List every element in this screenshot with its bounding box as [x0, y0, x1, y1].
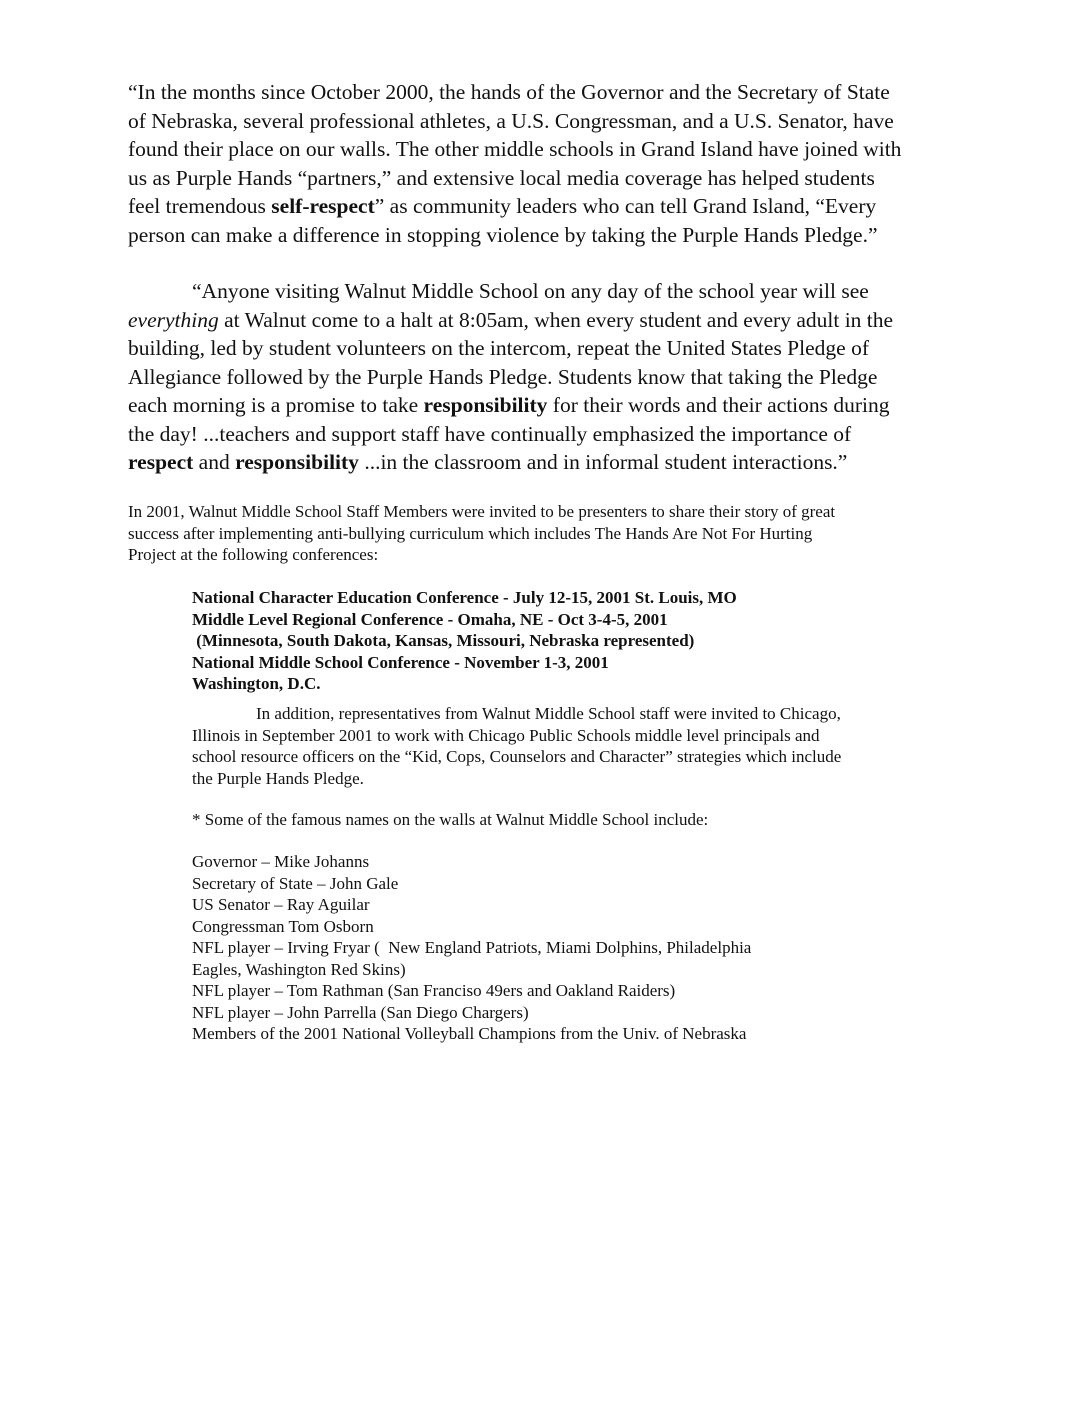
text-line: feel tremendous [128, 194, 272, 218]
text-line: ” as community leaders who can tell Grand Island, “Every [374, 194, 877, 218]
text-line: at Walnut come to a halt at 8:05am, when every student and every adult in the [218, 307, 894, 332]
list-item: NFL player – John Parrella (San Diego Chargers) [192, 1002, 529, 1022]
text-line: school resource officers on the “Kid, Cops, Counselors and Character” strategies which include [192, 747, 842, 766]
italic-term-everything: everything [128, 307, 219, 332]
conference-item: Middle Level Regional Conference - Omaha, NE - Oct 3-4-5, 2001 [192, 609, 668, 629]
list-item: Secretary of State – John Gale [192, 873, 399, 893]
paragraph-presenters-2001 [128, 501, 958, 566]
text-line: Illinois in September 2001 to work with Chicago Public Schools middle level principals and [192, 725, 820, 745]
list-item: Congressman Tom Osborn [192, 916, 374, 936]
conference-item: National Character Education Conference - July 12-15, 2001 St. Louis, MO [192, 588, 737, 607]
paragraph-famous-names-intro: * Some of the famous names on the walls at Walnut Middle School include: [192, 810, 709, 829]
list-item: NFL player – Irving Fryar ( New England Patriots, Miami Dolphins, Philadelphia [192, 938, 752, 957]
text-line: of Nebraska, several professional athletes, a U.S. Congressman, and a U.S. Senator, have [128, 108, 894, 133]
paragraph-visiting-walnut [128, 277, 968, 477]
bold-term-responsibility: responsibility [235, 450, 359, 474]
text-line: and [193, 450, 236, 474]
bold-term-respect: respect [128, 450, 194, 474]
paragraph-chicago [192, 703, 952, 789]
conference-item: National Middle School Conference - November 1-3, 2001 [192, 652, 609, 672]
text-line: found their place on our walls. The other middle schools in Grand Island have joined with [128, 137, 902, 161]
text-line: for their words and their actions during [547, 393, 890, 417]
text-line: person can make a difference in stopping violence by taking the Purple Hands Pledge.” [128, 222, 878, 247]
text-line: “Anyone visiting Walnut Middle School on any day of the school year will see [192, 279, 869, 303]
text-line: In 2001, Walnut Middle School Staff Members were invited to be presenters to share their story of great [128, 502, 836, 521]
conference-list [192, 587, 952, 695]
list-item: Members of the 2001 National Volleyball Champions from the Univ. of Nebraska [192, 1024, 747, 1043]
text-line: the day! ...teachers and support staff have continually emphasized the importance of [128, 421, 852, 446]
text-line: “In the months since October 2000, the hands of the Governor and the Secretary of State [128, 80, 890, 104]
text-line: each morning is a promise to take [128, 393, 424, 417]
list-item: US Senator – Ray Aguilar [192, 895, 370, 914]
paragraph-governor-quote [128, 78, 968, 249]
text-line: ...in the classroom and in informal student interactions.” [358, 450, 848, 474]
bold-term-responsibility: responsibility [423, 393, 548, 417]
text-line: Project at the following conferences: [128, 545, 379, 564]
text-line: success after implementing anti-bullying curriculum which includes The Hands Are Not For Hurting [128, 523, 813, 543]
conference-item: Washington, D.C. [192, 674, 321, 693]
text-line: the Purple Hands Pledge. [192, 768, 364, 788]
text-line: Allegiance followed by the Purple Hands Pledge. Students know that taking the Pledge [128, 364, 878, 389]
bold-term-self-respect: self-respect [271, 194, 375, 218]
list-item: Governor – Mike Johanns [192, 852, 370, 871]
list-item: Eagles, Washington Red Skins) [192, 959, 406, 979]
text-line: building, led by student volunteers on the intercom, repeat the United States Pledge of [128, 336, 869, 360]
conference-item: (Minnesota, South Dakota, Kansas, Missouri, Nebraska represented) [192, 631, 695, 650]
text-line: In addition, representatives from Walnut Middle School staff were invited to Chicago, [256, 704, 841, 723]
text-line: us as Purple Hands “partners,” and extensive local media coverage has helped students [128, 165, 875, 190]
list-item: NFL player – Tom Rathman (San Franciso 49ers and Oakland Raiders) [192, 981, 676, 1000]
famous-names-list [192, 851, 952, 1045]
